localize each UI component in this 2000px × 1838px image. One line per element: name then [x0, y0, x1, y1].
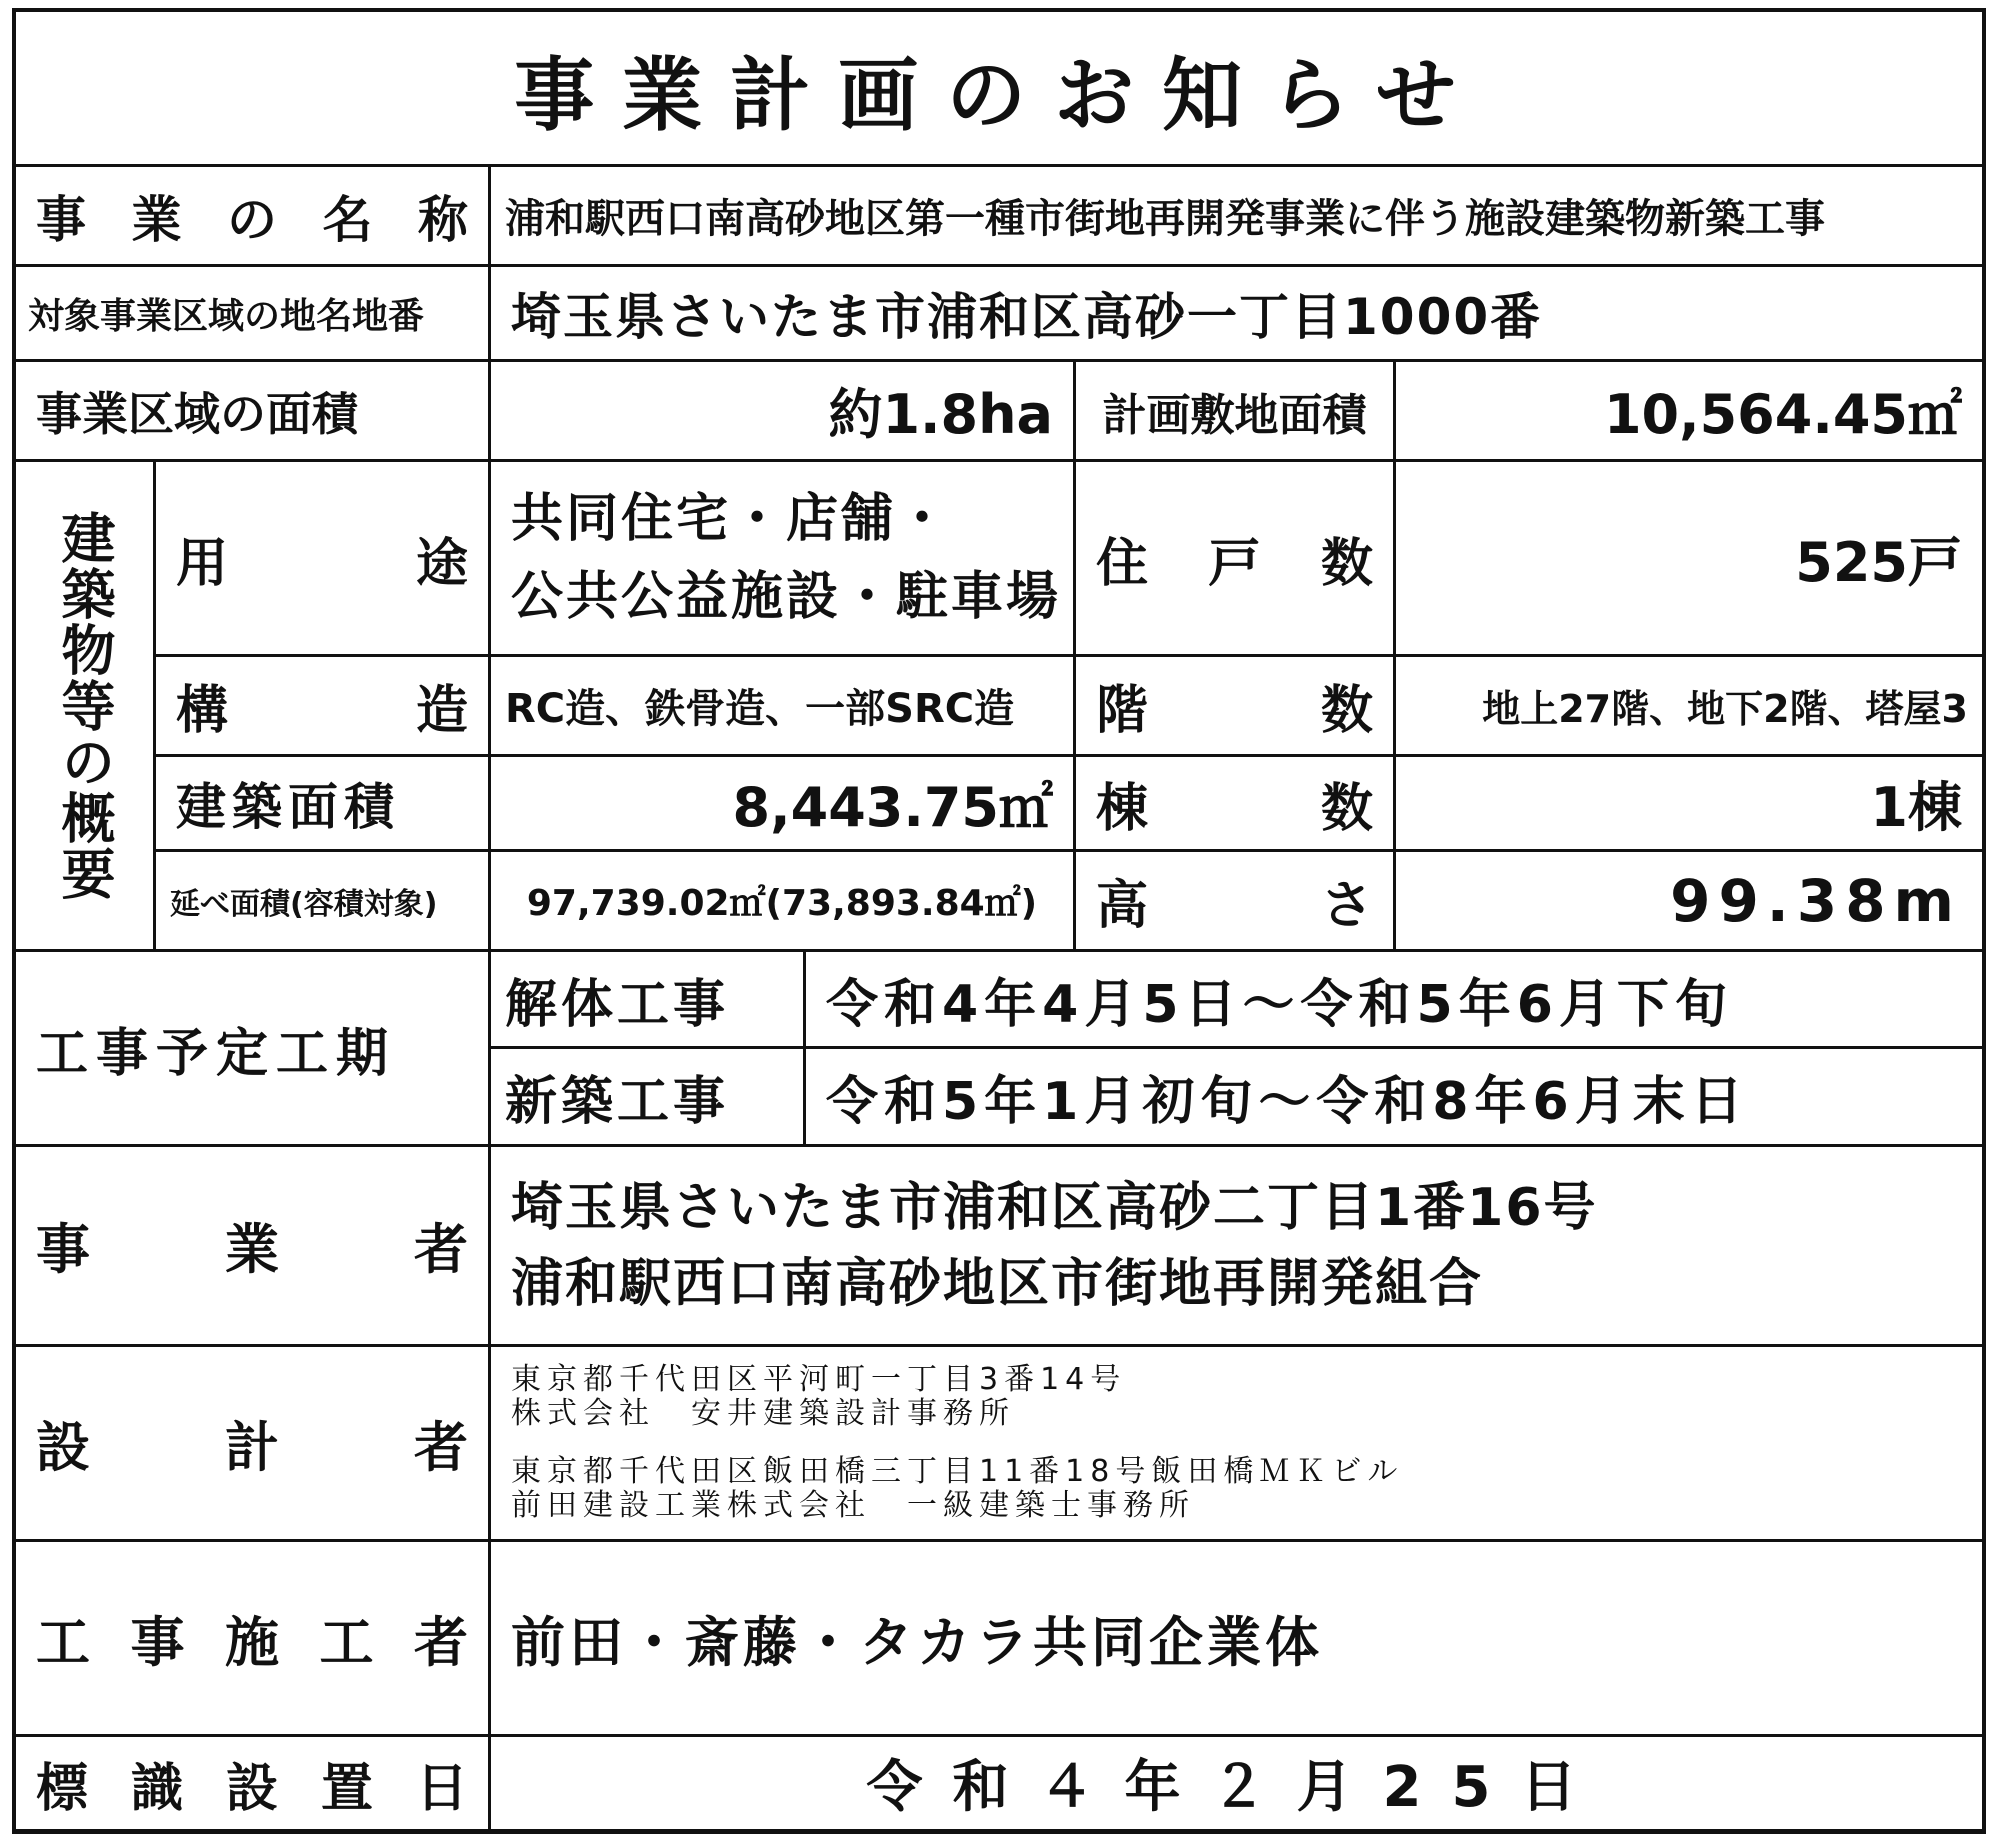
label-char: 棟: [1096, 778, 1149, 839]
construction-period: 令和5年1月初旬～令和8年6月末日: [806, 1049, 1982, 1147]
designer-spacer: [511, 1431, 1982, 1455]
label-char: 者: [414, 1610, 468, 1674]
use-label-cell: [156, 462, 491, 657]
designer2-address: 東京都千代田区飯田橋三丁目11番18号飯田橋ＭＫビル: [511, 1454, 1404, 1489]
building-count-value: 1棟: [1396, 757, 1982, 852]
building-count-label-cell: [1076, 757, 1396, 852]
building-count-label: [1076, 757, 1393, 849]
contractor-value: 前田・斎藤・タカラ共同企業体: [491, 1542, 1982, 1737]
designer-value: [491, 1347, 1982, 1542]
label-char: 者: [414, 1415, 468, 1479]
sign-date-value: 令和４年２月25日: [491, 1737, 1982, 1832]
site-address-value: 埼玉県さいたま市浦和区高砂一丁目1000番: [491, 267, 1982, 362]
label-char: 造: [415, 681, 468, 741]
designer-label: [16, 1347, 488, 1539]
label-char: 名: [322, 190, 373, 249]
site-area-label: 計画敷地面積: [1076, 362, 1396, 462]
label-char: 施: [225, 1610, 279, 1674]
sign-date-label: [16, 1737, 488, 1829]
area-value: 約1.8ha: [491, 362, 1076, 462]
designer2-name: 前田建設工業株式会社 一級建築士事務所: [511, 1488, 1195, 1523]
label-char: 数: [1320, 681, 1373, 741]
project-name-label-cell: [16, 167, 491, 267]
building-area-label: 建築面積: [156, 757, 491, 852]
designer1-name: 株式会社 安井建築設計事務所: [511, 1396, 1015, 1431]
label-char: 戸: [1208, 533, 1261, 594]
use-value-line2: 公共公益施設・駐車場: [511, 567, 1062, 627]
use-value-line1: 共同住宅・店舗・: [511, 489, 952, 549]
page-title: 事業計画のお知らせ: [16, 12, 1982, 167]
building-overview-label: 建築物等の概要: [16, 462, 156, 952]
label-char: 置: [320, 1758, 373, 1819]
site-address-label: 対象事業区域の地名地番: [16, 267, 491, 362]
label-char: の: [227, 190, 277, 249]
notice-board: [12, 8, 1986, 1834]
label-char: 事: [36, 1218, 90, 1281]
label-char: 日: [415, 1758, 468, 1819]
structure-value: RC造、鉄骨造、一部SRC造: [491, 657, 1076, 757]
project-name-label: [16, 167, 488, 264]
label-char: 標: [36, 1758, 89, 1819]
height-label-cell: [1076, 852, 1396, 952]
label-char: 識: [130, 1758, 183, 1819]
construction-label: 新築工事: [491, 1049, 806, 1147]
use-value: [491, 462, 1076, 657]
label-char: 途: [415, 533, 468, 594]
height-label: [1076, 852, 1393, 949]
label-char: 工: [36, 1610, 90, 1674]
label-char: 事: [36, 190, 86, 249]
floor-area-label: 延べ面積(容積対象): [156, 852, 491, 952]
label-char: 設: [36, 1415, 90, 1479]
label-char: 数: [1320, 778, 1373, 839]
building-area-value: 8,443.75㎡: [491, 757, 1076, 852]
contractor-label-cell: [16, 1542, 491, 1737]
structure-label: [156, 657, 488, 754]
label-char: 階: [1096, 681, 1149, 741]
operator-name: 浦和駅西口南高砂地区市街地再開発組合: [511, 1253, 1484, 1314]
units-value: 525戸: [1396, 462, 1982, 657]
label-char: 数: [1320, 533, 1373, 594]
operator-label: [16, 1147, 488, 1344]
project-name-value: 浦和駅西口南高砂地区第一種市街地再開発事業に伴う施設建築物新築工事: [491, 167, 1982, 267]
demolition-period: 令和4年4月5日～令和5年6月下旬: [806, 952, 1982, 1049]
floors-label-cell: [1076, 657, 1396, 757]
label-char: 高: [1096, 876, 1149, 936]
label-char: 業: [131, 190, 182, 249]
floor-area-value: 97,739.02㎡(73,893.84㎡): [491, 852, 1076, 952]
label-char: 工: [319, 1610, 374, 1674]
label-char: 住: [1096, 533, 1149, 594]
area-label: 事業区域の面積: [16, 362, 491, 462]
structure-label-cell: [156, 657, 491, 757]
schedule-label: 工事予定工期: [16, 952, 491, 1147]
site-area-value: 10,564.45㎡: [1396, 362, 1982, 462]
label-char: さ: [1320, 876, 1373, 936]
operator-value: [491, 1147, 1982, 1347]
contractor-label: [16, 1542, 488, 1734]
label-char: 事: [130, 1610, 185, 1674]
use-label: [156, 462, 488, 654]
label-char: 設: [225, 1758, 278, 1819]
label-char: 計: [225, 1415, 279, 1479]
sign-date-label-cell: [16, 1737, 491, 1832]
demolition-label: 解体工事: [491, 952, 806, 1049]
label-char: 用: [176, 533, 229, 594]
floors-label: [1076, 657, 1393, 754]
label-char: 業: [225, 1218, 279, 1281]
label-char: 称: [418, 190, 468, 249]
designer-label-cell: [16, 1347, 491, 1542]
height-value: 99.38m: [1396, 852, 1982, 952]
operator-address: 埼玉県さいたま市浦和区高砂二丁目1番16号: [511, 1177, 1598, 1238]
label-char: 構: [176, 681, 229, 741]
operator-label-cell: [16, 1147, 491, 1347]
designer1-address: 東京都千代田区平河町一丁目3番14号: [511, 1362, 1127, 1397]
floors-value: 地上27階、地下2階、塔屋3: [1396, 657, 1982, 757]
label-char: 者: [414, 1218, 468, 1281]
units-label: [1076, 462, 1393, 654]
units-label-cell: [1076, 462, 1396, 657]
